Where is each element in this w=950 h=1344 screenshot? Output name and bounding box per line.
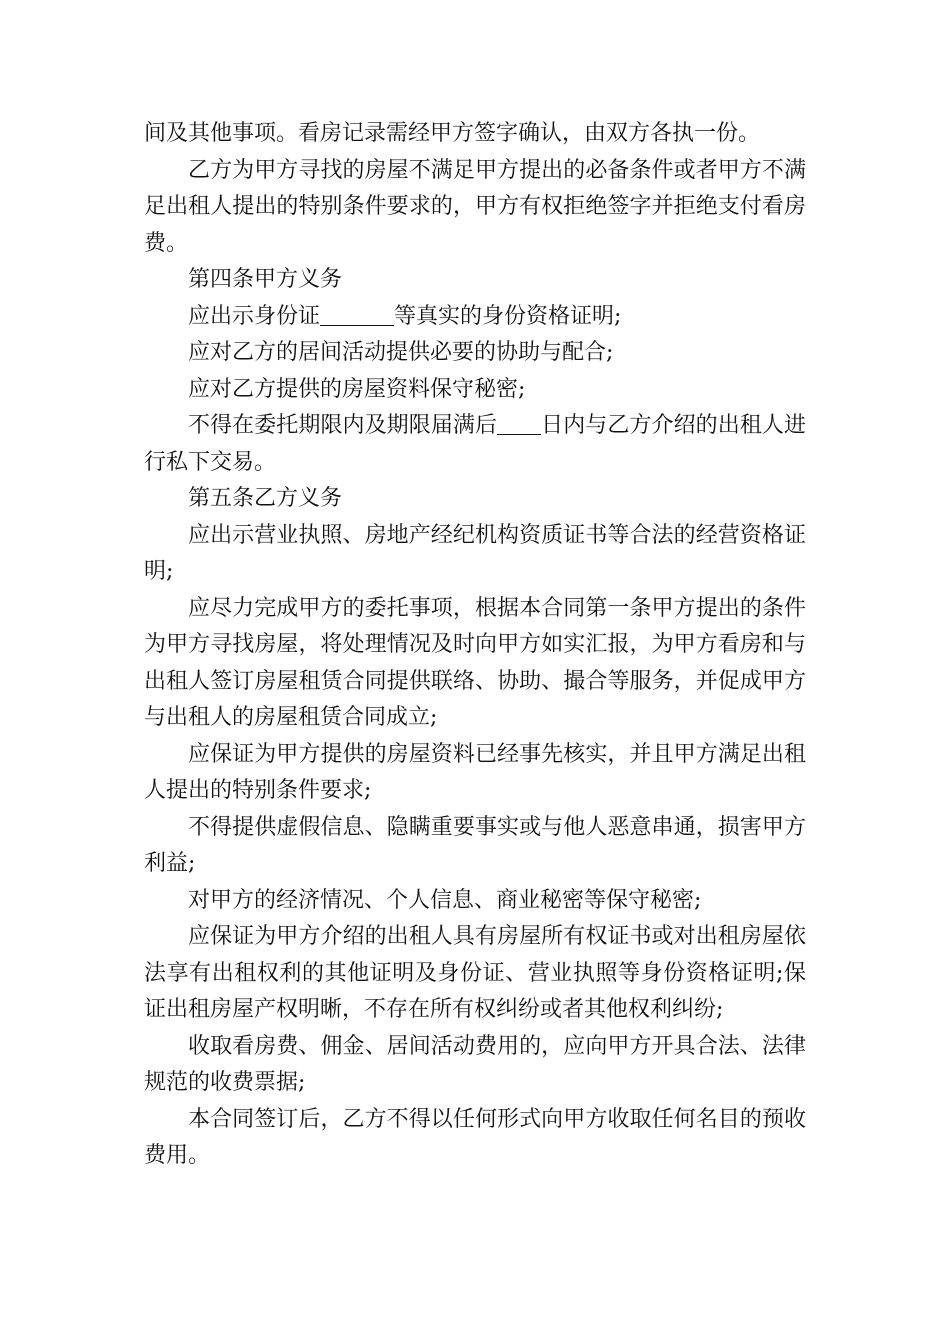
paragraph-private-deal [144,408,806,481]
paragraph-show-id [144,299,806,336]
fill-in-blank-days [497,412,541,435]
paragraph-show-id-after: 等真实的身份资格证明; [394,303,622,329]
paragraph-ownership-proof: 应保证为甲方介绍的出租人具有房屋所有权证书或对出租房屋依法享有出租权利的其他证明及身份证、营业执照等身份资格证明;保证出租房屋产权明晰，不存在所有权纠纷或者其他权利纠纷; [144,924,806,1022]
paragraph-viewing-record: 间及其他事项。看房记录需经甲方签字确认，由双方各执一份。 [144,121,761,146]
paragraph-no-false-info: 不得提供虚假信息、隐瞒重要事实或与他人恶意串通，损害甲方利益; [144,814,806,876]
document-page [144,116,806,1175]
paragraph-private-deal-before: 不得在委托期限内及期限届满后 [188,413,498,438]
paragraph-verify-info: 应保证为甲方提供的房屋资料已经事先核实，并且甲方满足出租人提出的特别条件要求; [144,741,806,803]
paragraph-show-id-before: 应出示身份证 [188,303,321,329]
paragraph-no-prepayment: 本合同签订后，乙方不得以任何形式向甲方收取任何名目的预收费用。 [144,1106,806,1168]
paragraph-private-deal-after: 日内与乙方介绍的出租人进行私下交易。 [144,413,806,475]
section-heading-article-4: 第四条甲方义务 [188,267,343,292]
paragraph-assist: 应对乙方的居间活动提供必要的协助与配合; [188,340,614,365]
paragraph-receipts: 收取看房费、佣金、居间活动费用的，应向甲方开具合法、法律规范的收费票据; [144,1033,806,1095]
section-heading-article-5: 第五条乙方义务 [188,486,343,511]
paragraph-refuse-signature: 乙方为甲方寻找的房屋不满足甲方提出的必备条件或者甲方不满足出租人提出的特别条件要求的，甲方有权拒绝签字并拒绝支付看房费。 [144,157,806,256]
fill-in-blank-id [320,303,394,326]
paragraph-business-license: 应出示营业执照、房地产经纪机构资质证书等合法的经营资格证明; [144,522,806,584]
paragraph-keep-secrets: 对甲方的经济情况、个人信息、商业秘密等保守秘密; [188,887,702,913]
paragraph-complete-entrustment: 应尽力完成甲方的委托事项，根据本合同第一条甲方提出的条件为甲方寻找房屋，将处理情况及时向甲方如实汇报，为甲方看房和与出租人签订房屋租赁合同提供联络、协助、撮合等服务，并促成甲方与出租人的房屋租赁合同成立; [144,595,806,730]
paragraph-confidential: 应对乙方提供的房屋资料保守秘密; [188,376,526,402]
